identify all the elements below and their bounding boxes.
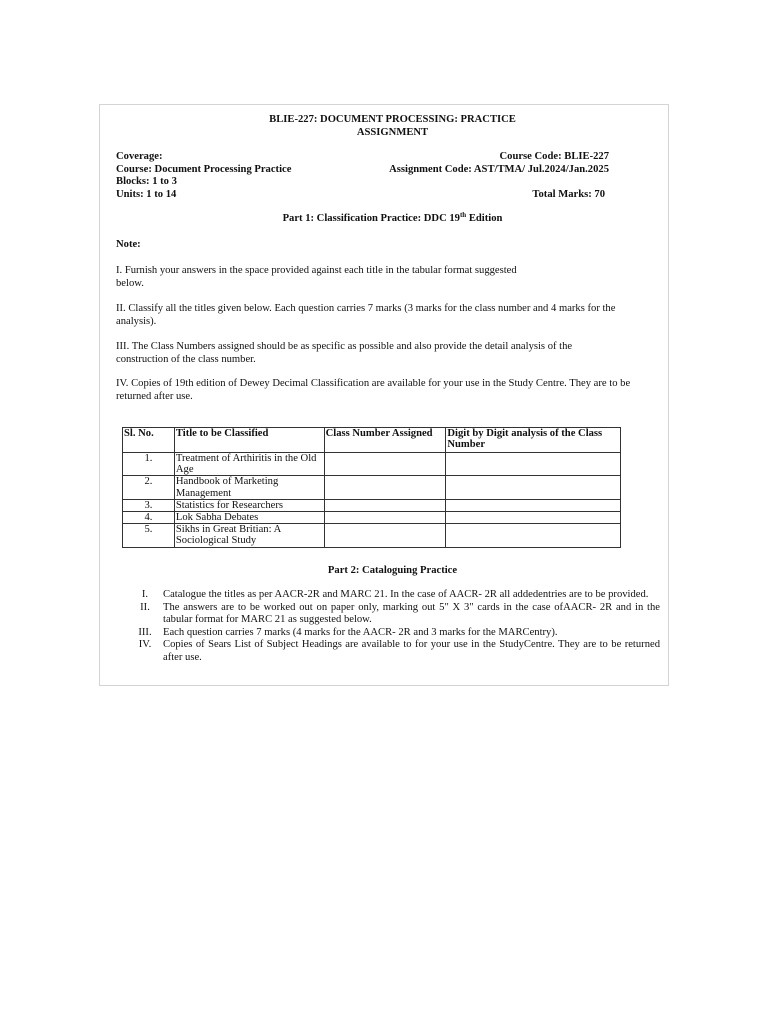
row-class-number-cell [324, 499, 446, 511]
table-row [123, 499, 621, 511]
row-title: Treatment of Arthiritis in the Old Age [174, 453, 324, 476]
blocks-info: Blocks: 1 to 3 [116, 176, 177, 187]
document-page [99, 104, 669, 686]
list-item-text: The answers are to be worked out on paper only, marking out 5" X 3" cards in the case ofAACR- 2R and in the tabular format for MARC 21 as suggested below. [163, 601, 660, 625]
course-code: Course Code: BLIE-227 [499, 151, 609, 162]
col-analysis: Digit by Digit analysis of the Class Number [446, 428, 621, 453]
row-analysis-cell [446, 512, 621, 524]
list-item-text: Each question carries 7 marks (4 marks for the AACR- 2R and 3 marks for the MARCentry). [163, 626, 558, 638]
table-row [123, 453, 621, 476]
total-marks: Total Marks: 70 [532, 189, 605, 200]
part2-heading: Part 2: Cataloguing Practice [327, 565, 458, 576]
list-item [127, 639, 660, 664]
title-line-2: ASSIGNMENT [356, 126, 429, 138]
document-title [100, 114, 685, 139]
meta-left [116, 151, 291, 201]
units-info: Units: 1 to 14 [116, 188, 177, 200]
meta-right [340, 151, 609, 176]
row-analysis-cell [446, 499, 621, 511]
list-item-number: III. [138, 626, 152, 638]
note-4: IV. Copies of 19th edition of Dewey Decimal Classification are available for your use in the Study Centre. They are to be returned after use. [116, 378, 631, 402]
row-number: 3. [123, 499, 175, 511]
col-sl-no: Sl. No. [123, 428, 175, 453]
col-title: Title to be Classified [174, 428, 324, 453]
table-header-row [123, 428, 621, 453]
list-item-text: Catalogue the titles as per AACR-2R and MARC 21. In the case of AACR- 2R all addedentries are to be provided. [163, 589, 649, 600]
list-item-number: IV. [138, 639, 152, 650]
row-title: Handbook of Marketing Management [174, 476, 324, 499]
row-number: 4. [123, 512, 175, 524]
table-row [123, 476, 621, 499]
row-number: 1. [123, 453, 175, 476]
row-class-number-cell [324, 453, 446, 476]
col-class-number: Class Number Assigned [324, 428, 446, 453]
table-row [123, 512, 621, 524]
list-item [127, 589, 660, 602]
row-class-number-cell [324, 512, 446, 524]
title-line-1: BLIE-227: DOCUMENT PROCESSING: PRACTICE [269, 114, 516, 125]
classification-table [122, 427, 621, 548]
list-item-number: II. [140, 601, 150, 613]
row-analysis-cell [446, 453, 621, 476]
row-analysis-cell [446, 476, 621, 499]
course-name: Course: Document Processing Practice [116, 163, 292, 175]
row-title: Sikhs in Great Britian: A Sociological Study [174, 524, 324, 547]
note-1: I. Furnish your answers in the space provided against each title in the tabular format suggested below. [116, 265, 517, 289]
list-item-number: I. [141, 589, 149, 600]
assignment-code: Assignment Code: AST/TMA/ Jul.2024/Jan.2025 [389, 163, 609, 175]
note-3: III. The Class Numbers assigned should be as specific as possible and also provide the detail analysis of the construction of the class number. [116, 341, 573, 365]
row-class-number-cell [324, 524, 446, 547]
note-label: Note: [116, 239, 141, 250]
row-analysis-cell [446, 524, 621, 547]
row-number: 5. [123, 524, 175, 547]
cataloguing-instructions [127, 589, 660, 664]
part1-heading: Part 1: Classification Practice: DDC 19th Edition [282, 211, 503, 224]
row-title: Statistics for Researchers [174, 499, 324, 511]
table-row [123, 524, 621, 547]
row-number: 2. [123, 476, 175, 499]
list-item-text: Copies of Sears List of Subject Headings are available to for your use in the StudyCentre. They are to be returned after use. [163, 639, 660, 663]
row-title: Lok Sabha Debates [174, 512, 324, 524]
coverage-label: Coverage: [116, 151, 163, 162]
row-class-number-cell [324, 476, 446, 499]
list-item [127, 602, 660, 627]
note-2: II. Classify all the titles given below. Each question carries 7 marks (3 marks for the class number and 4 marks for the analysis). [116, 303, 616, 327]
list-item [127, 627, 660, 640]
